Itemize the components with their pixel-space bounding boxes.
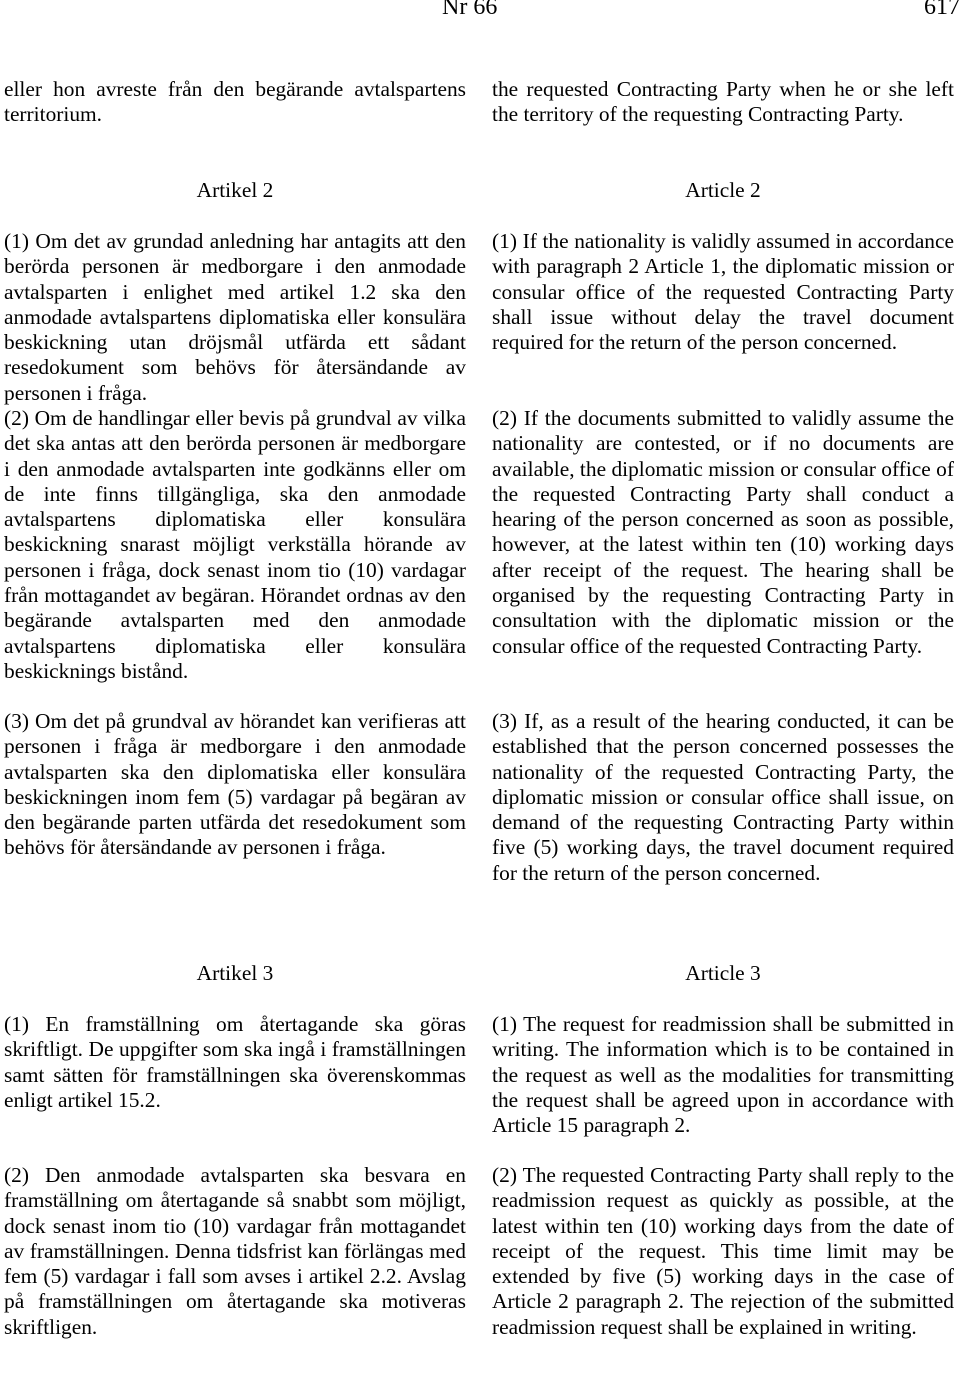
swedish-art2-para-3: (3) Om det på grundval av hörandet kan verifieras att personen i fråga är medborgare i den anmodade avtalsparten ska den diplomatiska eller konsulära beskickningen inom fem (5) vardagar på begäran av den begärande parten utfärda det resedokument som behövs för återsändande av personen i fråga.: [4, 709, 466, 860]
english-article-3-body: [492, 1012, 954, 1138]
english-article-2-title: Article 2: [685, 178, 761, 202]
english-article-2-body-3: [492, 709, 954, 886]
swedish-article-2: [4, 178, 466, 203]
swedish-column: [4, 77, 466, 128]
swedish-article-3-body-2: [4, 1163, 466, 1340]
issue-number: Nr 66: [442, 0, 498, 20]
english-article-3-title: Article 3: [685, 961, 761, 985]
swedish-art2-para-1: (1) Om det av grundad anledning har antagits att den berörda personen är medborgare i den anmodade avtalsparten i enlighet med artikel 1.2 ska den anmodade avtalspartens diplomatiska eller konsulära beskickning utan dröjsmål utfärda ett sådant resedokument som behövs för återsändande av personen i fråga.: [4, 229, 466, 405]
swedish-article-2-body: [4, 229, 466, 406]
swedish-article-2-title: Artikel 2: [196, 178, 274, 202]
swedish-article-2-body-2: [4, 406, 466, 684]
english-art2-para-1: (1) If the nationality is validly assumed in accordance with paragraph 2 Article 1, the diplomatic mission or consular office of the requested Contracting Party shall issue without delay the travel document required for the return of the person concerned.: [492, 229, 954, 355]
page-number: 617: [924, 0, 960, 20]
swedish-article-3-title: Artikel 3: [196, 961, 274, 985]
english-article-3: [492, 961, 954, 986]
english-column: [492, 77, 954, 128]
swedish-intro: eller hon avreste från den begärande avtalspartens territorium.: [4, 77, 466, 127]
swedish-art3-para-2: (2) Den anmodade avtalsparten ska besvara en framställning om återtagande så snabbt som möjligt, dock senast inom tio (10) vardagar från mottagandet av framställningen. Denna tidsfrist kan förlängas med fem (5) vardagar i fall som avses i artikel 2.2. Avslag på framställningen om återtagande ska motiveras skriftligen.: [4, 1163, 466, 1339]
swedish-art2-para-2: (2) Om de handlingar eller bevis på grundval av vilka det ska antas att den berörda personen är medborgare i den anmodade avtalsparten inte godkänns eller om de inte finns tillgängliga, ska den anmodade avtalspartens diplomatiska eller konsulära beskickning snarast möjligt verkställa hörande av personen i fråga, dock senast inom tio (10) vardagar från mottagandet av begäran. Hörandet ordnas av den begärande avtalsparten med den anmodade avtalspartens diplomatiska eller konsulära beskicknings bistånd.: [4, 406, 466, 683]
english-art2-para-3: (3) If, as a result of the hearing conducted, it can be established that the person concerned possesses the nationality of the requested Contracting Party, the diplomatic mission or consular office shall issue, on demand of the requesting Contracting Party within five (5) working days, the travel document required for the return of the person concerned.: [492, 709, 954, 885]
swedish-article-3: [4, 961, 466, 986]
english-article-3-body-2: [492, 1163, 954, 1340]
english-article-2-body-2: [492, 406, 954, 659]
swedish-art3-para-1: (1) En framställning om återtagande ska göras skriftligt. De uppgifter som ska ingå i framställningen samt sätten för framställningen ska överenskommas enligt artikel 15.2.: [4, 1012, 466, 1112]
english-art3-para-2: (2) The requested Contracting Party shall reply to the readmission request as quickly as possible, at the latest within ten (10) working days from the date of receipt of the request. This time limit may be extended by five (5) working days in the case of Article 2 paragraph 2. The rejection of the submitted readmission request shall be explained in writing.: [492, 1163, 954, 1339]
swedish-article-3-body: [4, 1012, 466, 1113]
english-art3-para-1: (1) The request for readmission shall be submitted in writing. The information which is to be contained in the request as well as the modalities for transmitting the request shall be agreed upon in accordance with Article 15 paragraph 2.: [492, 1012, 954, 1138]
swedish-article-2-body-3: [4, 709, 466, 861]
english-art2-para-2: (2) If the documents submitted to validly assume the nationality are contested, or if no documents are available, the diplomatic mission or consular office of the requested Contracting Party shall conduct a hearing of the person concerned as soon as possible, however, at the latest within ten (10) working days after receipt of the request. The hearing shall be organised by the requesting Contracting Party in consultation with the diplomatic mission or the consular office of the requested Contracting Party.: [492, 406, 954, 658]
english-intro: the requested Contracting Party when he or she left the territory of the requesting Contracting Party.: [492, 77, 954, 127]
english-article-2-body: [492, 229, 954, 355]
english-article-2: [492, 178, 954, 203]
